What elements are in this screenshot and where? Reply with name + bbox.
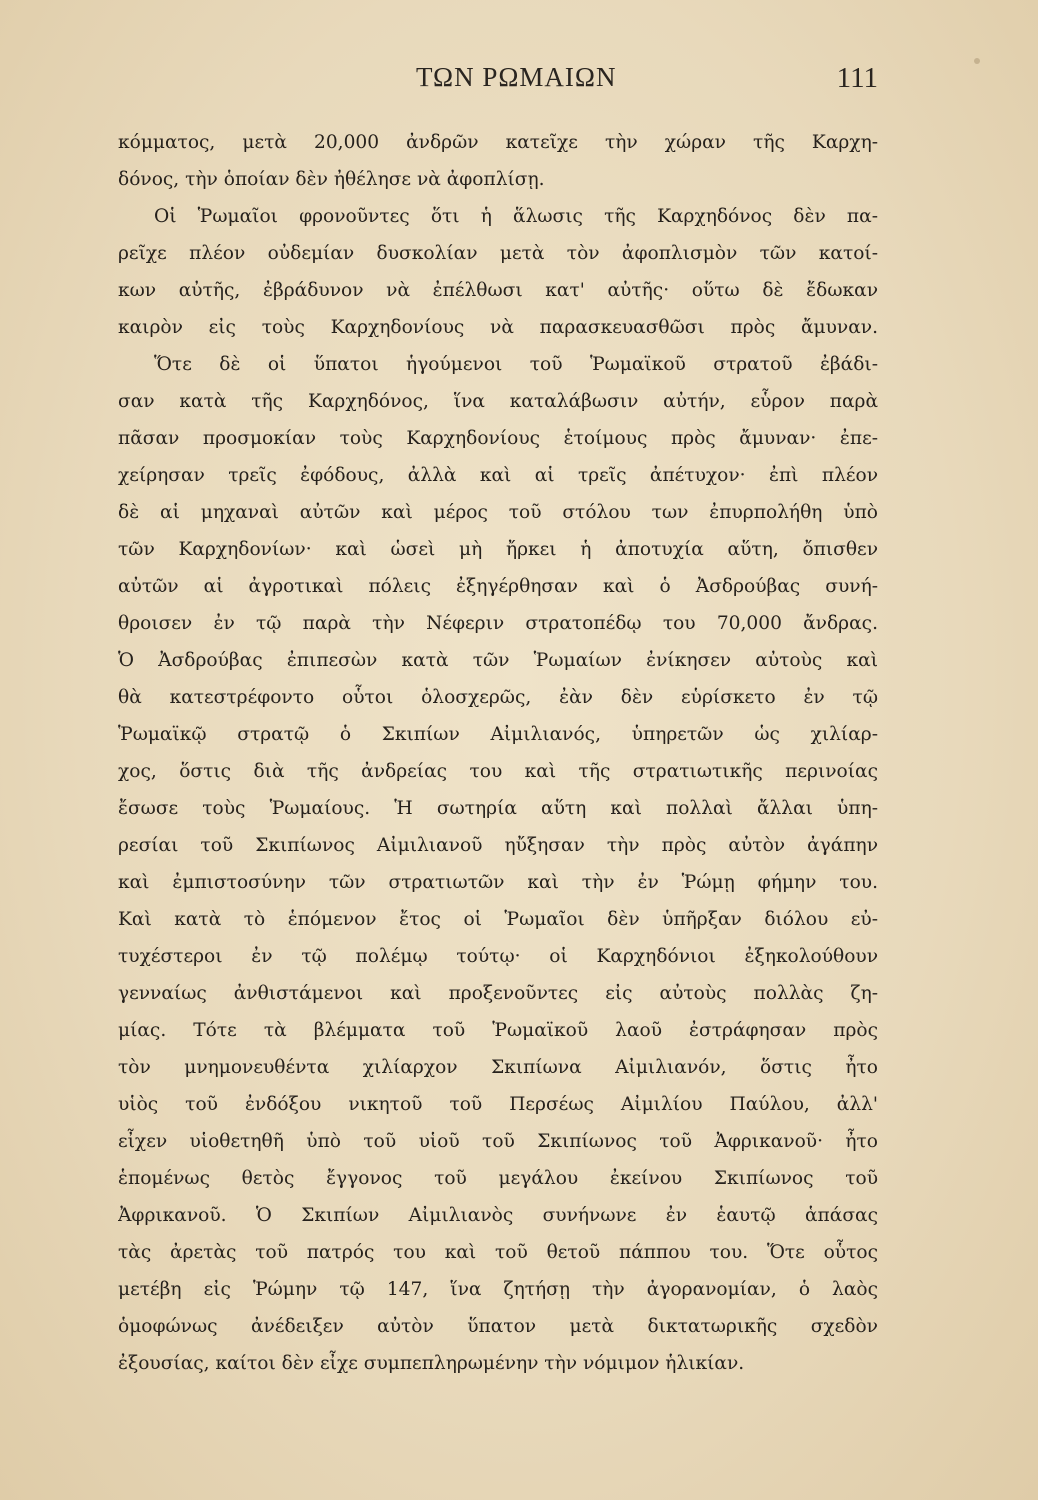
text-line: τυχέστεροι ἐν τῷ πολέμῳ τούτῳ· οἱ Καρχηδόνιοι ἐξηκολούθουν [118, 946, 878, 967]
text-line: Ὅτε δὲ οἱ ὕπατοι ἡγούμενοι τοῦ Ῥωμαϊκοῦ στρατοῦ ἐβάδι- [154, 354, 878, 375]
text-line: καὶ ἐμπιστοσύνην τῶν στρατιωτῶν καὶ τὴν ἐν Ῥώμῃ φήμην του. [118, 872, 878, 893]
text-line: Ὁ Ἀσδρούβας ἐπιπεσὼν κατὰ τῶν Ῥωμαίων ἐνίκησεν αὐτοὺς καὶ [118, 650, 878, 671]
body-text [118, 124, 878, 1382]
text-line: ρεσίαι τοῦ Σκιπίωνος Αἰμιλιανοῦ ηὔξησαν τὴν πρὸς αὐτὸν ἀγάπην [118, 835, 878, 856]
text-line: μετέβη εἰς Ῥώμην τῷ 147, ἵνα ζητήσῃ τὴν ἀγορανομίαν, ὁ λαὸς [118, 1279, 878, 1300]
text-line: θροισεν ἐν τῷ παρὰ τὴν Νέφεριν στρατοπέδῳ του 70,000 ἄνδρας. [118, 613, 878, 634]
text-line: τὸν μνημονευθέντα χιλίαρχον Σκιπίωνα Αἰμιλιανόν, ὅστις ἦτο [118, 1057, 878, 1078]
text-line: εἶχεν υἱοθετηθῆ ὑπὸ τοῦ υἱοῦ τοῦ Σκιπίωνος τοῦ Ἀφρικανοῦ· ἦτο [118, 1131, 878, 1152]
text-line: ἑπομένως θετὸς ἔγγονος τοῦ μεγάλου ἐκείνου Σκιπίωνος τοῦ [118, 1168, 878, 1189]
text-line: χος, ὅστις διὰ τῆς ἀνδρείας του καὶ τῆς στρατιωτικῆς περινοίας [118, 761, 878, 782]
page-header [118, 62, 878, 102]
text-line: χείρησαν τρεῖς ἐφόδους, ἀλλὰ καὶ αἱ τρεῖς ἀπέτυχον· ἐπὶ πλέον [118, 465, 878, 486]
text-line: γενναίως ἀνθιστάμενοι καὶ προξενοῦντες εἰς αὐτοὺς πολλὰς ζη- [118, 983, 878, 1004]
text-line: ρεῖχε πλέον οὐδεμίαν δυσκολίαν μετὰ τὸν ἀφοπλισμὸν τῶν κατοί- [118, 243, 878, 264]
text-line: Ῥωμαϊκῷ στρατῷ ὁ Σκιπίων Αἰμιλιανός, ὑπηρετῶν ὡς χιλίαρ- [118, 724, 878, 745]
text-line: καιρὸν εἰς τοὺς Καρχηδονίους νὰ παρασκευασθῶσι πρὸς ἄμυναν. [118, 317, 878, 338]
text-line: πᾶσαν προσμοκίαν τοὺς Καρχηδονίους ἑτοίμους πρὸς ἄμυναν· ἐπε- [118, 428, 878, 449]
running-title: ΤΩΝ ΡΩΜΑΙΩΝ [416, 62, 617, 92]
text-line: ὁμοφώνως ἀνέδειξεν αὐτὸν ὕπατον μετὰ δικτατωρικῆς σχεδὸν [118, 1316, 878, 1337]
text-line: τὰς ἀρετὰς τοῦ πατρός του καὶ τοῦ θετοῦ πάππου του. Ὅτε οὗτος [118, 1242, 878, 1263]
text-line: κων αὐτῆς, ἐβράδυνον νὰ ἐπέλθωσι κατ' αὐτῆς· οὕτω δὲ ἔδωκαν [118, 280, 878, 301]
text-line: Ἀφρικανοῦ. Ὁ Σκιπίων Αἰμιλιανὸς συνήνωνε ἐν ἑαυτῷ ἁπάσας [118, 1205, 878, 1226]
text-line: δόνος, τὴν ὁποίαν δὲν ἠθέλησε νὰ ἀφοπλίσῃ. [118, 169, 545, 190]
paper-stain [974, 58, 980, 64]
text-line: ἔσωσε τοὺς Ῥωμαίους. Ἡ σωτηρία αὕτη καὶ πολλαὶ ἄλλαι ὑπη- [118, 798, 878, 819]
text-line: σαν κατὰ τῆς Καρχηδόνος, ἵνα καταλάβωσιν αὐτήν, εὗρον παρὰ [118, 391, 878, 412]
text-line: Καὶ κατὰ τὸ ἑπόμενον ἔτος οἱ Ῥωμαῖοι δὲν ὑπῆρξαν διόλου εὐ- [118, 909, 878, 930]
text-line: θὰ κατεστρέφοντο οὗτοι ὁλοσχερῶς, ἐὰν δὲν εὑρίσκετο ἐν τῷ [118, 687, 878, 708]
text-line: δὲ αἱ μηχαναὶ αὐτῶν καὶ μέρος τοῦ στόλου των ἐπυρπολήθη ὑπὸ [118, 502, 878, 523]
text-line: μίας. Τότε τὰ βλέμματα τοῦ Ῥωμαϊκοῦ λαοῦ ἐστράφησαν πρὸς [118, 1020, 878, 1041]
page-number: 111 [836, 62, 878, 94]
text-line: αὐτῶν αἱ ἀγροτικαὶ πόλεις ἐξηγέρθησαν καὶ ὁ Ἀσδρούβας συνή- [118, 576, 878, 597]
text-line: τῶν Καρχηδονίων· καὶ ὡσεὶ μὴ ἤρκει ἡ ἀποτυχία αὕτη, ὄπισθεν [118, 539, 878, 560]
text-line: Οἱ Ῥωμαῖοι φρονοῦντες ὅτι ἡ ἅλωσις τῆς Καρχηδόνος δὲν πα- [154, 206, 878, 227]
text-line: υἱὸς τοῦ ἐνδόξου νικητοῦ τοῦ Περσέως Αἰμιλίου Παύλου, ἀλλ' [118, 1094, 878, 1115]
text-line: ἐξουσίας, καίτοι δὲν εἶχε συμπεπληρωμένην τὴν νόμιμον ἡλικίαν. [118, 1353, 745, 1374]
text-line: κόμματος, μετὰ 20,000 ἀνδρῶν κατεῖχε τὴν χώραν τῆς Καρχη- [118, 132, 878, 153]
